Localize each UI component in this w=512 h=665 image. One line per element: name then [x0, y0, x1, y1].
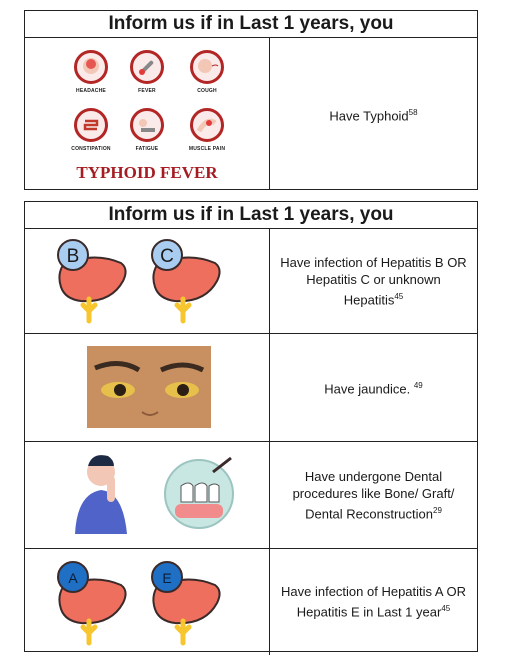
table-row: [25, 38, 477, 190]
yellow-eyes-photo: [87, 346, 211, 428]
cough-icon: [190, 50, 224, 84]
constipation-symptom: CONSTIPATION: [67, 108, 115, 152]
fever-icon: [130, 50, 164, 84]
constipation-icon: [74, 108, 108, 142]
hepatitis-ae-text: Have infection of Hepatitis A OR Hepatitis E in Last 1 year$^{45}$: [281, 584, 466, 620]
headache-icon: [74, 50, 108, 84]
badge-a-letter: A: [68, 570, 78, 586]
toothache-person-icon: [75, 455, 127, 534]
muscle-pain-symptom: MUSCLE PAIN: [183, 108, 231, 152]
hepatitis-bc-text: Have infection of Hepatitis B OR Hepatitis C or unknown Hepatitis$^{45}$: [280, 254, 467, 308]
headache-symptom: HEADACHE: [67, 50, 115, 94]
fatigue-symptom: FATIGUE: [123, 108, 171, 152]
typhoid-text: Have Typhoid$^{58}$: [329, 107, 418, 124]
table-header: Inform us if in Last 1 years, you: [25, 202, 477, 229]
table-row: [25, 229, 477, 334]
fatigue-icon: [130, 108, 164, 142]
table-row: [25, 549, 477, 655]
hepatitis-ae-image: [25, 549, 270, 655]
fever-symptom: FEVER: [123, 50, 171, 94]
jaundice-text: Have jaundice. $^{49}$: [324, 381, 423, 397]
table-row: [25, 442, 477, 549]
typhoid-symptoms-image: [25, 38, 270, 190]
dental-image: [25, 442, 270, 548]
table-row: [25, 334, 477, 442]
hepatitis-bc-image: [25, 229, 270, 333]
badge-c-letter: C: [160, 246, 174, 267]
dental-text: Have undergone Dental procedures like Bone/ Graft/ Dental Reconstruction$^{29}$: [292, 468, 455, 522]
muscle-pain-icon: [190, 108, 224, 142]
typhoid-table: [24, 10, 478, 190]
hepatitis-table: [24, 201, 478, 652]
cough-symptom: COUGH: [183, 50, 231, 94]
typhoid-fever-title: TYPHOID FEVER: [76, 163, 218, 182]
badge-b-letter: B: [66, 246, 80, 267]
badge-e-letter: E: [162, 570, 172, 586]
jaundice-image: [25, 334, 270, 441]
dental-implant-icon: [165, 458, 233, 528]
table-header: Inform us if in Last 1 years, you: [25, 11, 477, 38]
